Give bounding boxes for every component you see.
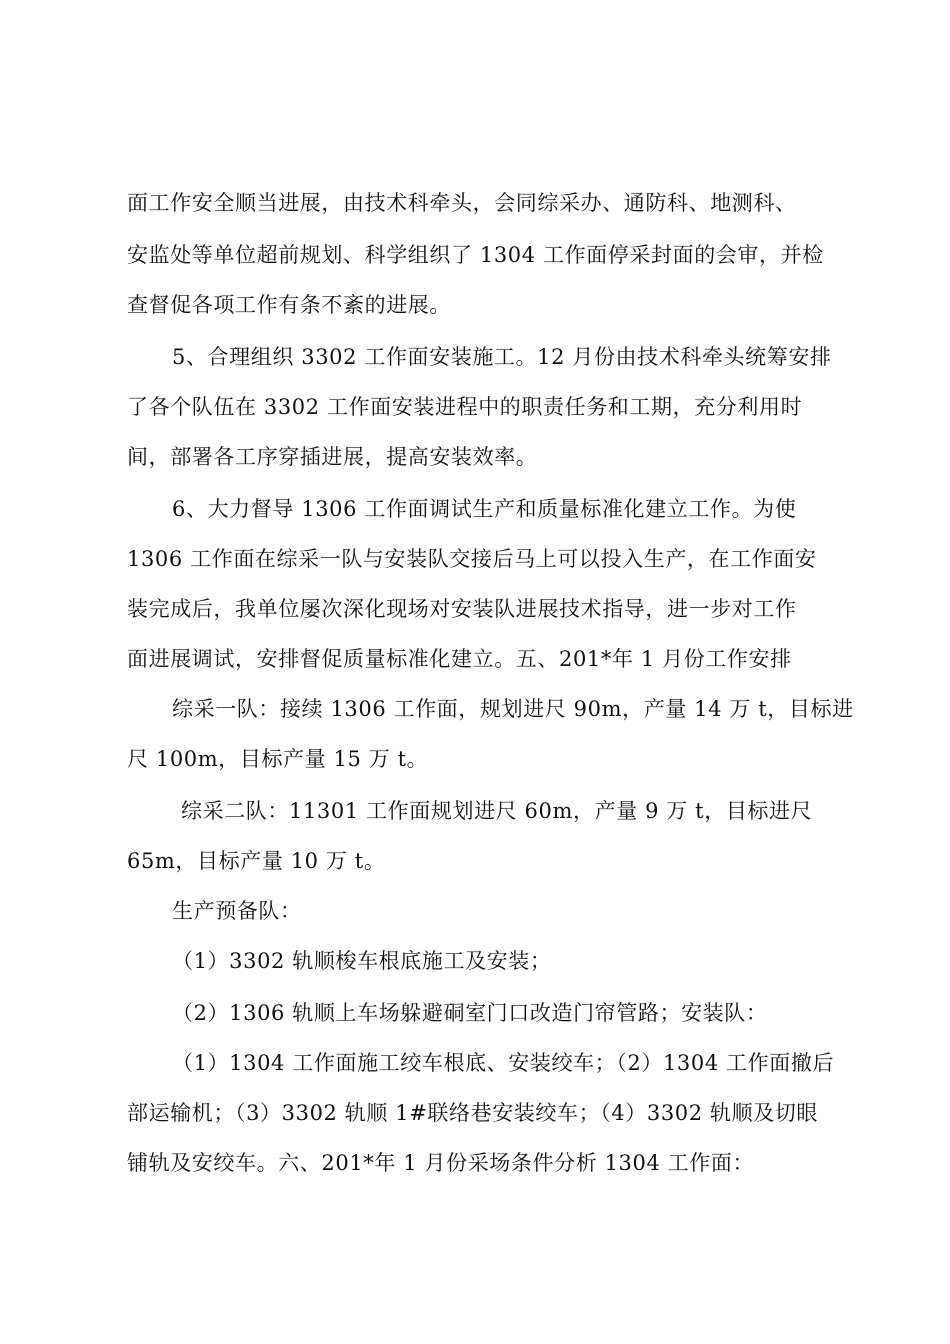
text-line: 间，部署各工序穿插进展，提高安装效率。 bbox=[127, 445, 538, 469]
text-line: 查督促各项工作有条不紊的进展。 bbox=[127, 293, 451, 317]
text-line: 综采二队：11301 工作面规划进尺 60m，产量 9 万 t，目标进尺 bbox=[181, 799, 813, 823]
text-line: （1）3302 轨顺梭车根底施工及安装； bbox=[172, 949, 552, 973]
text-line: 铺轨及安绞车。六、201*年 1 月份采场条件分析 1304 工作面： bbox=[127, 1151, 755, 1175]
text-line: 装完成后，我单位屡次深化现场对安装队进展技术指导，进一步对工作 bbox=[127, 597, 797, 621]
text-line: 安监处等单位超前规划、科学组织了 1304 工作面停采封面的会审，并检 bbox=[127, 243, 824, 267]
text-line: 面工作安全顺当进展，由技术科牵头，会同综采办、通防科、地测科、 bbox=[127, 191, 797, 215]
text-line: 了各个队伍在 3302 工作面安装进程中的职责任务和工期，充分利用时 bbox=[127, 395, 803, 419]
text-line: 部运输机；（3）3302 轨顺 1#联络巷安装绞车；（4）3302 轨顺及切眼 bbox=[127, 1101, 818, 1125]
text-line: 5、合理组织 3302 工作面安装施工。12 月份由技术科牵头统筹安排 bbox=[172, 345, 832, 369]
text-line: 面进展调试，安排督促质量标准化建立。五、201*年 1 月份工作安排 bbox=[127, 647, 792, 671]
text-line: 综采一队：接续 1306 工作面，规划进尺 90m，产量 14 万 t，目标进 bbox=[172, 697, 854, 721]
text-line: 尺 100m，目标产量 15 万 t。 bbox=[127, 747, 429, 771]
text-line: （2）1306 轨顺上车场躲避硐室门口改造门帘管路；安装队： bbox=[172, 1001, 768, 1025]
text-line: 生产预备队： bbox=[172, 899, 302, 923]
text-line: 1306 工作面在综采一队与安装队交接后马上可以投入生产，在工作面安 bbox=[127, 547, 817, 571]
text-line: （1）1304 工作面施工绞车根底、安装绞车；（2）1304 工作面撤后 bbox=[172, 1051, 835, 1075]
text-line: 65m，目标产量 10 万 t。 bbox=[127, 849, 386, 873]
text-line: 6、大力督导 1306 工作面调试生产和质量标准化建立工作。为使 bbox=[172, 497, 797, 521]
